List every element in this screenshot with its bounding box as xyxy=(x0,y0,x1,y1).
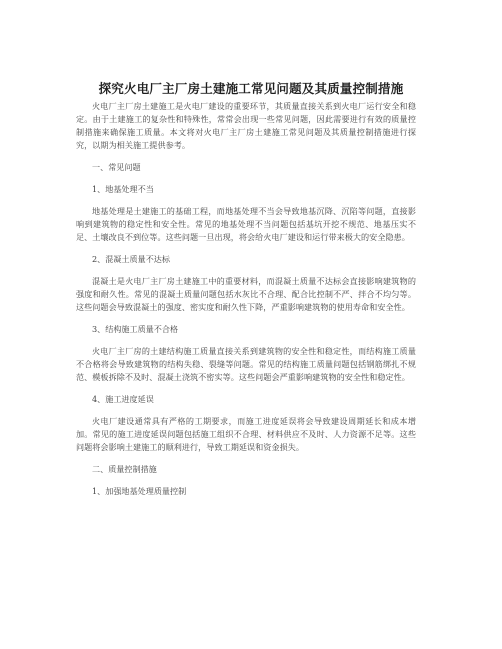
section-heading-common-problems: 一、常见问题 xyxy=(92,162,141,172)
subheading-concrete: 2、混凝土质量不达标 xyxy=(92,254,170,264)
subheading-schedule: 4、施工进度延误 xyxy=(92,394,154,404)
paragraph-foundation: 地基处理是土建施工的基础工程，而地基处理不当会导致地基沉降、沉陷等问题，直接影响到建筑物的稳定性和安全性。常见的地基处理不当问题包括基坑开挖不规范、地基压实不足、土壤改良不到位等。这些问题一旦出现，将会给火电厂建设和运行带来极大的安全隐患。 xyxy=(76,206,416,242)
intro-paragraph: 火电厂主厂房土建施工是火电厂建设的重要环节，其质量直接关系到火电厂运行安全和稳定。由于土建施工的复杂性和特殊性，常常会出现一些常见问题，因此需要进行有效的质量控制措施来确保施工质量。本文将对火电厂主厂房土建施工常见问题及其质量控制措施进行探究，以期为相关施工提供参考。 xyxy=(76,101,416,150)
paragraph-structure: 火电厂主厂房的土建结构施工质量直接关系到建筑物的安全性和稳定性，而结构施工质量不合格将会导致建筑物的结构失稳、裂缝等问题。常见的结构施工质量问题包括钢筋绑扎不规范、模板拆除不及时、混凝土浇筑不密实等。这些问题会严重影响建筑物的安全性和稳定性。 xyxy=(76,346,416,382)
subheading-foundation-control: 1、加强地基处理质量控制 xyxy=(92,486,187,496)
subheading-foundation: 1、地基处理不当 xyxy=(92,184,154,194)
section-heading-quality-control: 二、质量控制措施 xyxy=(92,464,157,474)
paragraph-schedule: 火电厂建设通常具有严格的工期要求，而施工进度延误将会导致建设周期延长和成本增加。常见的施工进度延误问题包括施工组织不合理、材料供应不及时、人力资源不足等。这些问题将会影响土建施工的顺利进行，导致工期延误和资金损失。 xyxy=(76,416,416,452)
paragraph-concrete: 混凝土是火电厂主厂房土建施工中的重要材料，而混凝土质量不达标会直接影响建筑物的强度和耐久性。常见的混凝土质量问题包括水灰比不合理、配合比控制不严、拌合不均匀等。这些问题会导致混凝土的强度、密实度和耐久性下降，严重影响建筑物的使用寿命和安全性。 xyxy=(76,276,416,312)
document-body xyxy=(76,100,416,507)
document-title: 探究火电厂主厂房土建施工常见问题及其质量控制措施 xyxy=(98,81,404,96)
subheading-structure: 3、结构施工质量不合格 xyxy=(92,324,179,334)
